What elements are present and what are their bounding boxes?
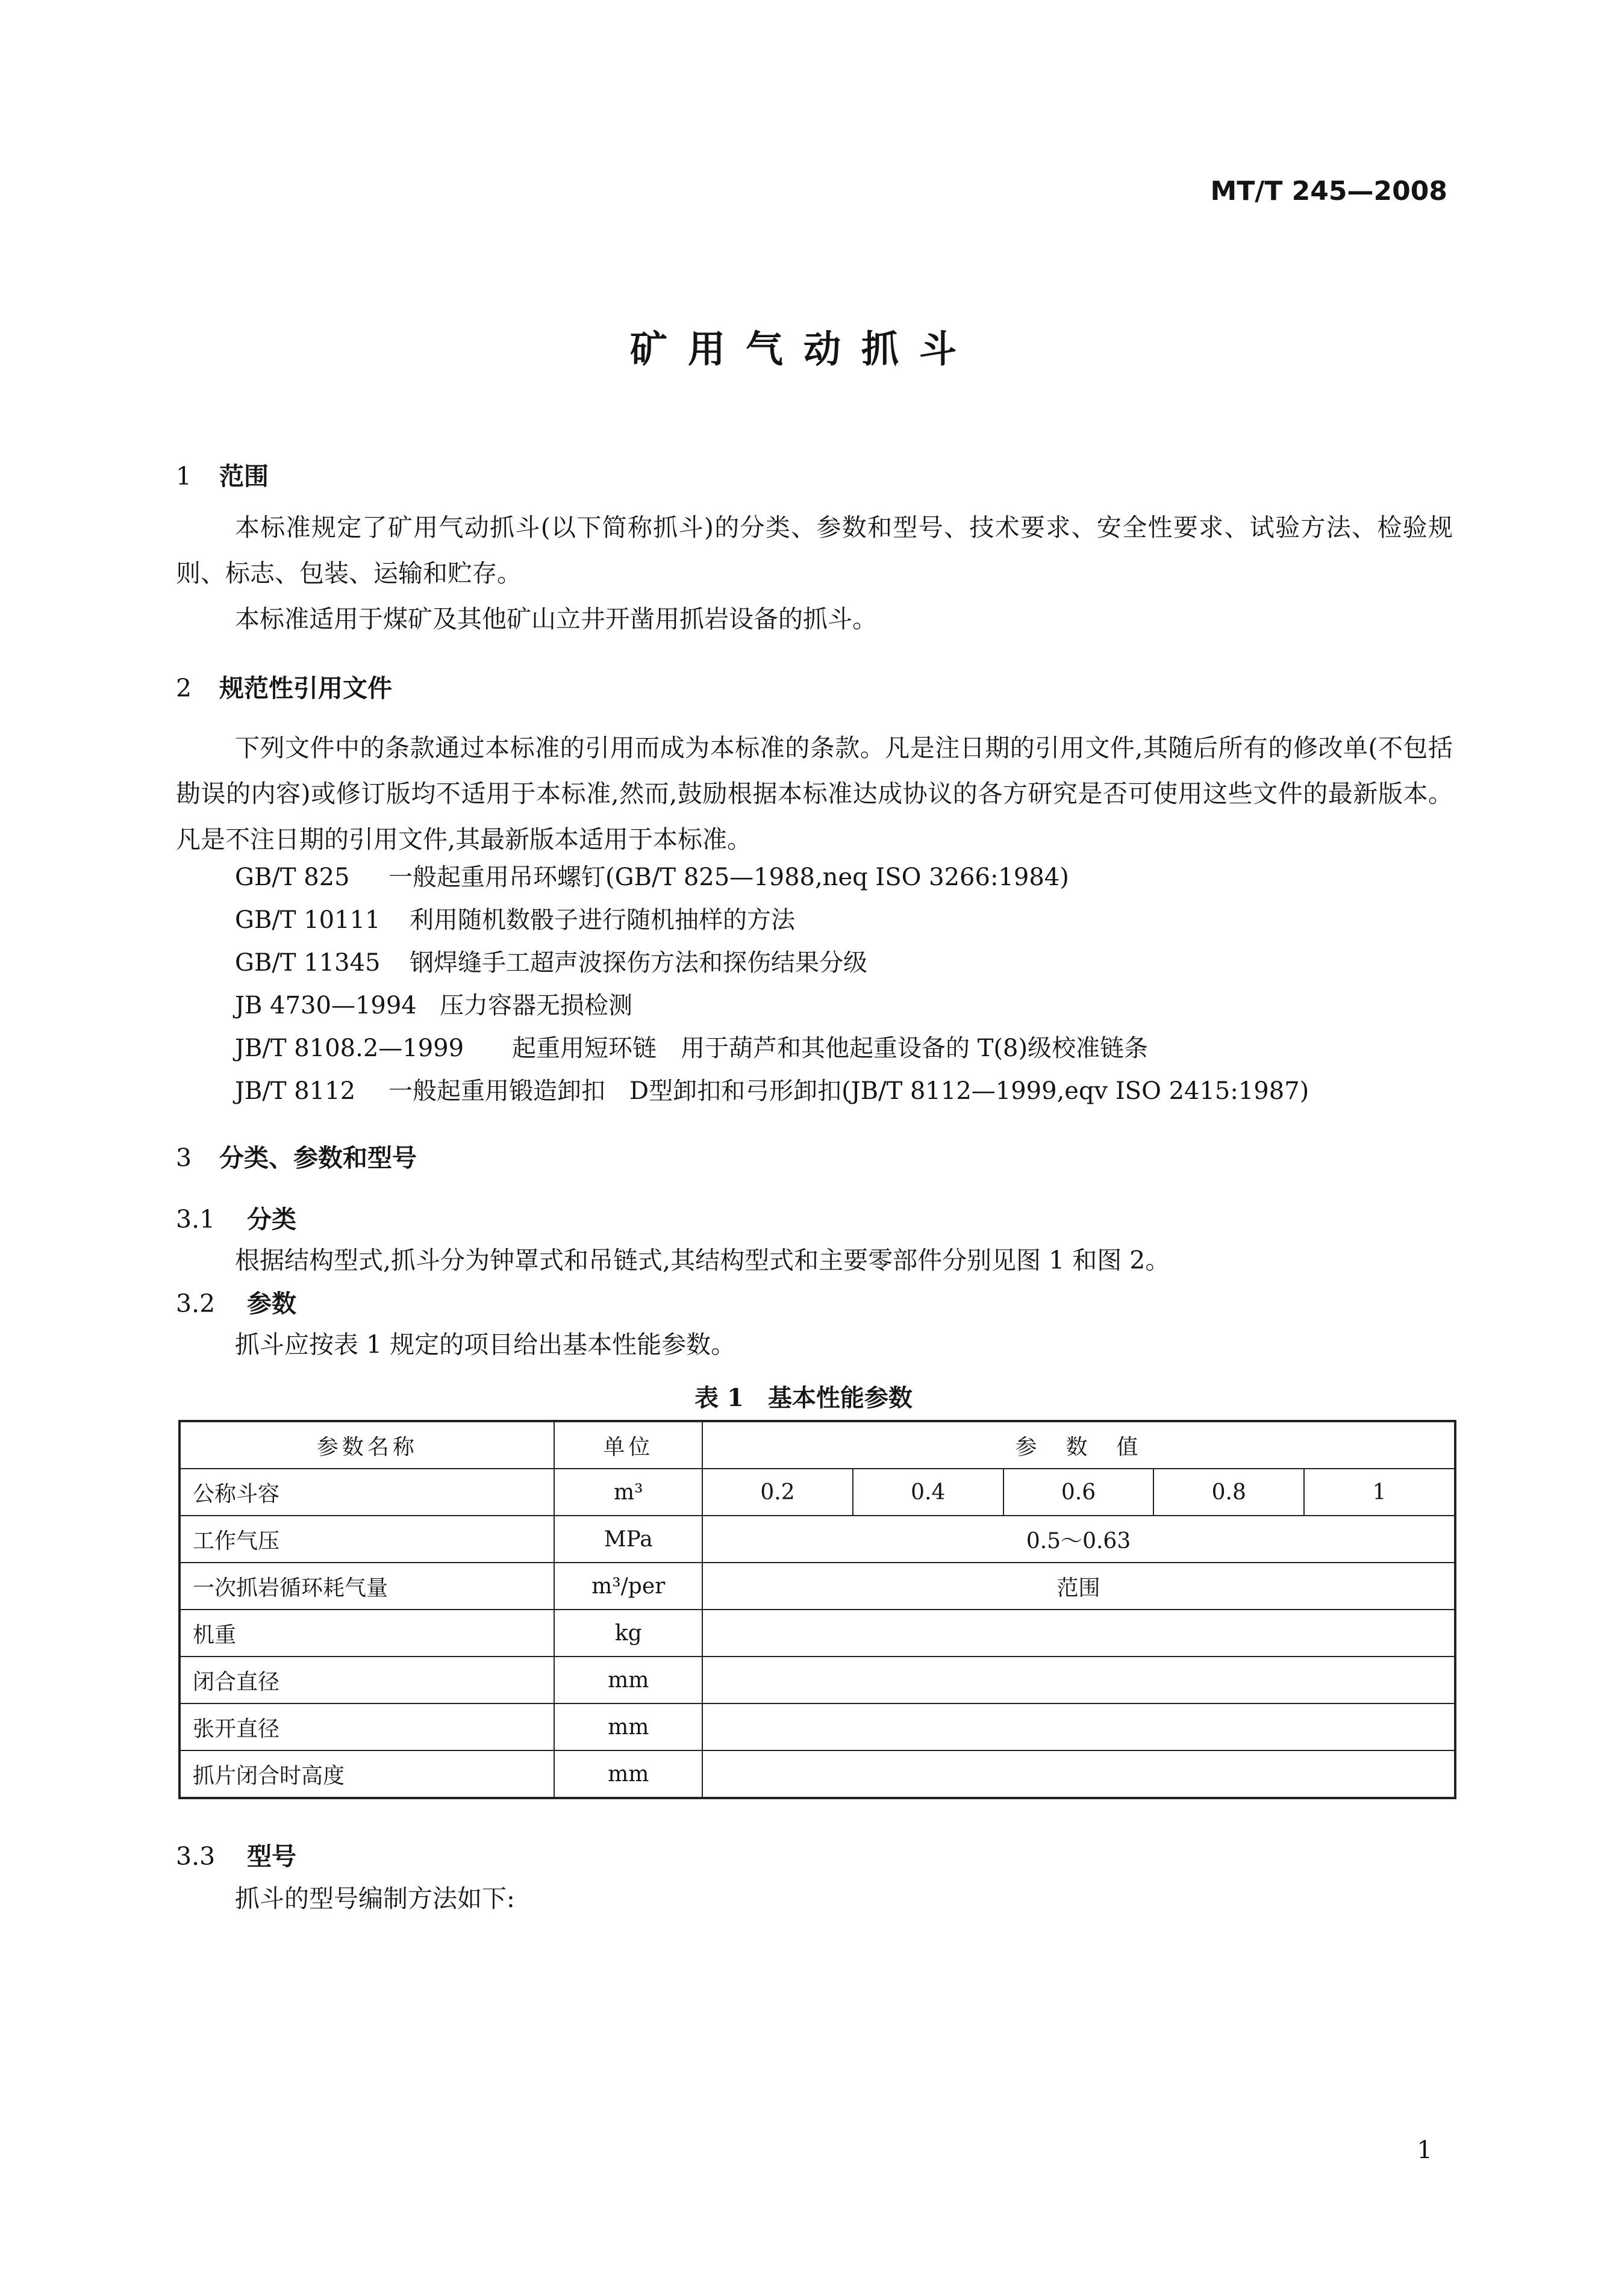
- row-name: 抓片闭合时高度: [179, 1750, 554, 1798]
- section-number: 3.3: [176, 1842, 216, 1871]
- row-value: 0.6: [1003, 1469, 1154, 1516]
- section-2-paragraph: 下列文件中的条款通过本标准的引用而成为本标准的条款。凡是注日期的引用文件,其随后所有的修改单(不包括勘误的内容)或修订版均不适用于本标准,然而,鼓励根据本标准达成协议的各方研究是否可使用这些文件的最新版本。凡是不注日期的引用文件,其最新版本适用于本标准。: [176, 733, 1453, 854]
- row-value: [702, 1750, 1455, 1798]
- section-3-2-text: 抓斗应按表 1 规定的项目给出基本性能参数。: [235, 1330, 736, 1359]
- header-param-name: 参数名称: [179, 1421, 554, 1469]
- table-row: [179, 1657, 1455, 1703]
- row-unit: kg: [554, 1610, 702, 1657]
- table-row: [179, 1750, 1455, 1798]
- section-3-1-text: 根据结构型式,抓斗分为钟罩式和吊链式,其结构型式和主要零部件分别见图 1 和图 2。: [235, 1246, 1170, 1275]
- section-title: 规范性引用文件: [219, 674, 392, 703]
- section-title: 型号: [247, 1842, 296, 1871]
- header-unit: 单位: [554, 1421, 702, 1469]
- section-1-paragraph-2: 本标准适用于煤矿及其他矿山立井开凿用抓岩设备的抓斗。: [235, 605, 877, 633]
- row-name: 工作气压: [179, 1516, 554, 1563]
- reference-title: 压力容器无损检测: [440, 992, 632, 1019]
- section-number: 3: [176, 1143, 192, 1172]
- reference-code: JB/T 8108.2—1999: [235, 1034, 464, 1062]
- table-1-caption: 表 1 基本性能参数: [694, 1384, 913, 1412]
- row-name: 公称斗容: [179, 1469, 554, 1516]
- row-value: [702, 1703, 1455, 1750]
- table-row: [179, 1516, 1455, 1563]
- row-unit: m³: [554, 1469, 702, 1516]
- reference-item: [235, 858, 1069, 892]
- page-number: 1: [1417, 2136, 1432, 2164]
- reference-code: GB/T 825: [235, 863, 350, 891]
- reference-title: 一般起重用锻造卸扣 D型卸扣和弓形卸扣(JB/T 8112—1999,eqv ISO 2415:1987): [388, 1077, 1309, 1105]
- standard-code: MT/T 245—2008: [1210, 176, 1447, 207]
- reference-title: 钢焊缝手工超声波探伤方法和探伤结果分级: [410, 949, 867, 977]
- reference-code: GB/T 10111: [235, 906, 381, 934]
- reference-title: 一般起重用吊环螺钉(GB/T 825—1988,neq ISO 3266:1984): [388, 863, 1069, 891]
- reference-item: [235, 1072, 1309, 1106]
- reference-item: [235, 901, 795, 935]
- section-title: 分类、参数和型号: [219, 1143, 417, 1172]
- reference-code: GB/T 11345: [235, 949, 381, 977]
- section-1-paragraph-1: 本标准规定了矿用气动抓斗(以下简称抓斗)的分类、参数和型号、技术要求、安全性要求、试验方法、检验规则、标志、包装、运输和贮存。: [176, 513, 1453, 588]
- section-3-3-text: 抓斗的型号编制方法如下:: [235, 1884, 515, 1913]
- section-number: 3.2: [176, 1289, 216, 1318]
- row-name: 张开直径: [179, 1703, 554, 1750]
- section-2-heading: [176, 668, 392, 704]
- row-value: 范围: [702, 1563, 1455, 1610]
- reference-item: [235, 1029, 1148, 1063]
- section-number: 1: [176, 462, 192, 491]
- reference-item: [235, 944, 867, 978]
- section-3-2-heading: [176, 1284, 296, 1319]
- section-title: 范围: [219, 462, 269, 491]
- table-row: [179, 1563, 1455, 1610]
- row-value: [702, 1610, 1455, 1657]
- document-title: 矿用气动抓斗: [629, 327, 977, 371]
- section-3-1-heading: [176, 1199, 296, 1235]
- reference-title: 利用随机数骰子进行随机抽样的方法: [410, 906, 795, 934]
- row-unit: mm: [554, 1750, 702, 1798]
- row-value: 0.5～0.63: [702, 1516, 1455, 1563]
- section-title: 分类: [247, 1205, 296, 1234]
- row-unit: m³/per: [554, 1563, 702, 1610]
- table-row: [179, 1469, 1455, 1516]
- row-name: 一次抓岩循环耗气量: [179, 1563, 554, 1610]
- section-3-3-heading: [176, 1837, 296, 1872]
- row-name: 机重: [179, 1610, 554, 1657]
- section-1-heading: [176, 456, 269, 492]
- parameters-table: [178, 1420, 1456, 1799]
- table-row: [179, 1703, 1455, 1750]
- reference-title: 起重用短环链 用于葫芦和其他起重设备的 T(8)级校准链条: [512, 1034, 1149, 1062]
- table-row: [179, 1610, 1455, 1657]
- row-value: 0.2: [702, 1469, 853, 1516]
- row-unit: MPa: [554, 1516, 702, 1563]
- section-number: 2: [176, 674, 192, 703]
- header-param-value: 参 数 值: [702, 1421, 1455, 1469]
- row-value: 0.4: [853, 1469, 1003, 1516]
- row-value: [702, 1657, 1455, 1703]
- section-number: 3.1: [176, 1205, 216, 1234]
- reference-code: JB 4730—1994: [235, 992, 417, 1019]
- row-value: 1: [1304, 1469, 1455, 1516]
- reference-code: JB/T 8112: [235, 1077, 356, 1105]
- row-value: 0.8: [1153, 1469, 1304, 1516]
- reference-item: [235, 986, 632, 1021]
- row-name: 闭合直径: [179, 1657, 554, 1703]
- table-header-row: [179, 1421, 1455, 1469]
- section-title: 参数: [247, 1289, 296, 1318]
- row-unit: mm: [554, 1657, 702, 1703]
- row-unit: mm: [554, 1703, 702, 1750]
- section-3-heading: [176, 1138, 417, 1174]
